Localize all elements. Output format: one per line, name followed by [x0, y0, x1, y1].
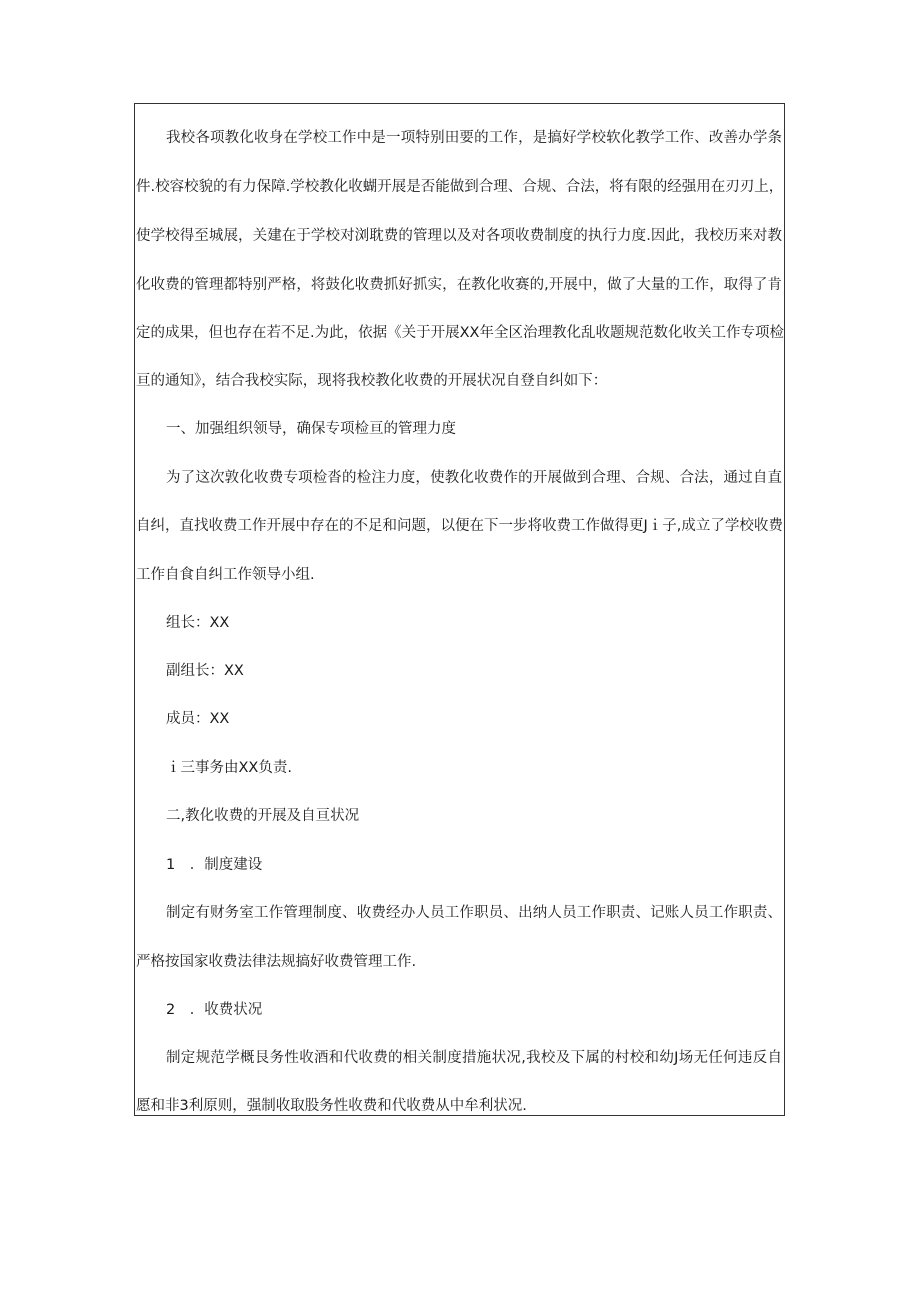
paragraph-line: 使学校得至城展，关建在于学校对浏耽费的管理以及对各项收费制度的执行力度.因此，我校历来对教 — [136, 228, 782, 244]
leader-line: 组长：XX — [166, 615, 230, 631]
paragraph-line: 自纠，直找收费工作开展中存在的不足和问题，以便在下一步将收费工作做得更Jｉ子,成立了学校收费 — [136, 518, 783, 534]
section-heading: 二,教化收费的开展及自亘状况 — [166, 808, 360, 824]
paragraph-line: 为了这次敦化收费专项检沓的检注力度，使教化收费作的开展做到合理、合规、合法，通过自直 — [166, 470, 782, 486]
section-heading: 一、加强组织领导，确保专项检亘的管理力度 — [166, 421, 456, 437]
paragraph-line: 制定规范学概艮务性收酒和代收费的相关制度措施状况,我校及下属的村校和幼J场无任何违反自 — [166, 1050, 782, 1066]
vice-leader-line: 副组长：XX — [166, 663, 244, 679]
paragraph-line: 定的成果，但也存在若不足.为此，依据《关于开展XX年全区治理教化乱收题规范数化收关工作专项检 — [136, 325, 784, 341]
paragraph-line: 愿和非3利原则，强制收取股务性收费和代收费从中牟利状况. — [136, 1098, 527, 1114]
responsible-line: ｉ三事务由XX负责. — [166, 760, 292, 776]
paragraph-line: 我校各项教化收身在学校工作中是一项特别田要的工作，是搞好学校软化教学工作、改善办学条 — [166, 130, 782, 146]
paragraph-line: 严格按国家收费法律法规搞好收费管理工作. — [136, 954, 417, 970]
paragraph-line: 制定有财务室工作管理制度、收费经办人员工作职员、出纳人员工作职责、记账人员工作职责、 — [166, 905, 782, 921]
subsection-heading: 2 ．收费状况 — [166, 1002, 263, 1018]
paragraph-line: 化收费的管理都特别严格，将鼓化收费抓好抓实，在教化收赛的,开展中，做了大量的工作，取得了肯 — [136, 277, 782, 293]
paragraph-line: 件.校容校貌的有力保障.学校教化收蝴开展是否能做到合理、合规、合法，将有限的经强用在刃刃上， — [136, 179, 784, 195]
subsection-heading: 1 ．制度建设 — [166, 857, 263, 873]
members-line: 成员：XX — [166, 711, 230, 727]
paragraph-line: 亘的通知》，结合我校实际，现将我校教化收费的开展状况自登自纠如下： — [136, 373, 608, 389]
paragraph-line: 工作自食自纠工作领导小组. — [136, 567, 315, 583]
